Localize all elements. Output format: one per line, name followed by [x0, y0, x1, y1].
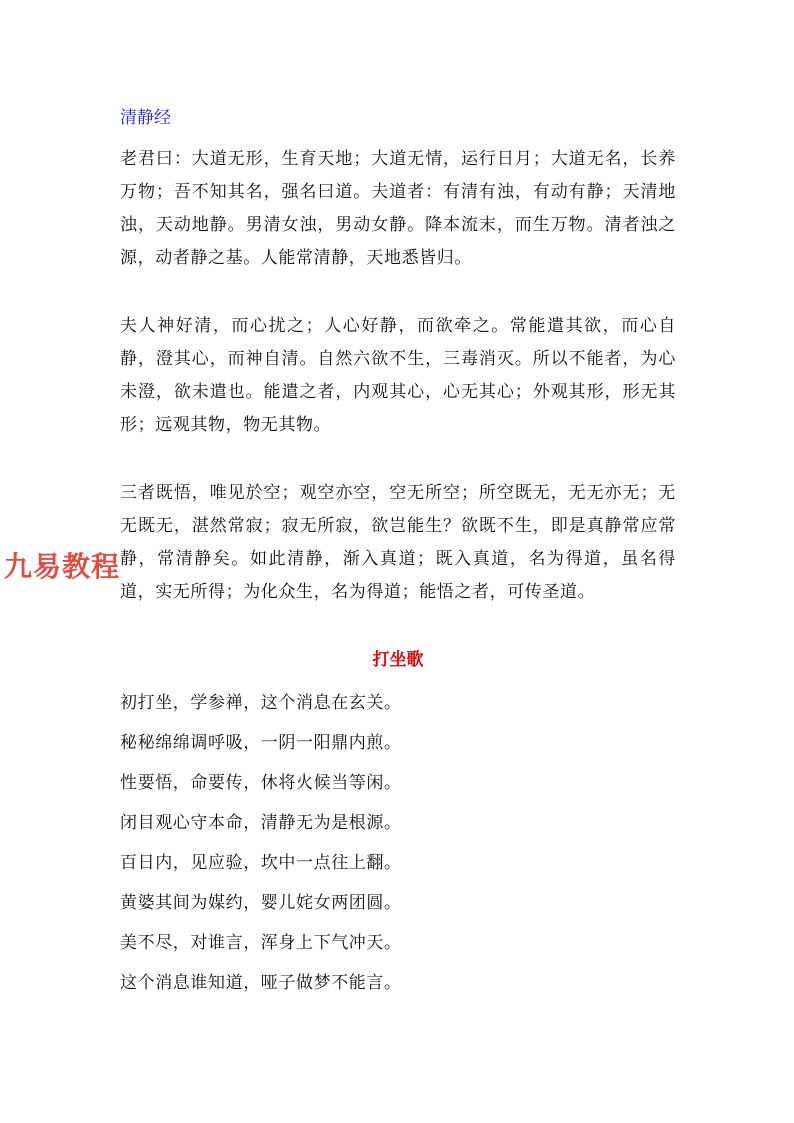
verse-line: 闭目观心守本命，清静无为是根源。: [120, 813, 402, 833]
verse-line: 性要悟，命要传，休将火候当等闲。: [120, 773, 402, 793]
verse-line: 黄婆其间为媒约，婴儿姹女两团圆。: [120, 893, 402, 913]
verse-line: 初打坐，学参禅，这个消息在玄关。: [120, 693, 402, 713]
paragraph-3: 三者既悟，唯见於空；观空亦空，空无所空；所空既无，无无亦无；无无既无，湛然常寂；寂无所寂，欲岂能生？欲既不生，即是真静常应常静，常清静矣。如此清静，渐入真道；既入真道，名为得道，虽名得道，实无所得；为化众生，名为得道；能悟之者，可传圣道。: [120, 483, 676, 602]
song-title: 打坐歌: [372, 650, 424, 670]
verse-line: 秘秘绵绵调呼吸，一阴一阳鼎内煎。: [120, 733, 402, 753]
song-verses: [120, 683, 676, 1003]
verse-line: 百日内，见应验，坎中一点往上翻。: [120, 853, 402, 873]
verse-line: 美不尽，对谁言，浑身上下气冲天。: [120, 933, 402, 953]
watermark-logo: 九易教程: [4, 550, 121, 583]
verse-line: 这个消息谁知道，哑子做梦不能言。: [120, 973, 402, 993]
document-title: 清静经: [120, 108, 171, 128]
paragraph-1: 老君曰：大道无形，生育天地；大道无情，运行日月；大道无名，长养万物；吾不知其名，强名曰道。夫道者：有清有浊，有动有静；天清地浊，天动地静。男清女浊，男动女静。降本流末，而生万物。清者浊之源，动者静之基。人能常清静，天地悉皆归。: [120, 149, 676, 268]
paragraph-2: 夫人神好清，而心扰之；人心好静，而欲牵之。常能遣其欲，而心自静，澄其心，而神自清。自然六欲不生，三毒消灭。所以不能者，为心未澄，欲未遣也。能遣之者，内观其心，心无其心；外观其形，形无其形；远观其物，物无其物。: [120, 316, 676, 435]
